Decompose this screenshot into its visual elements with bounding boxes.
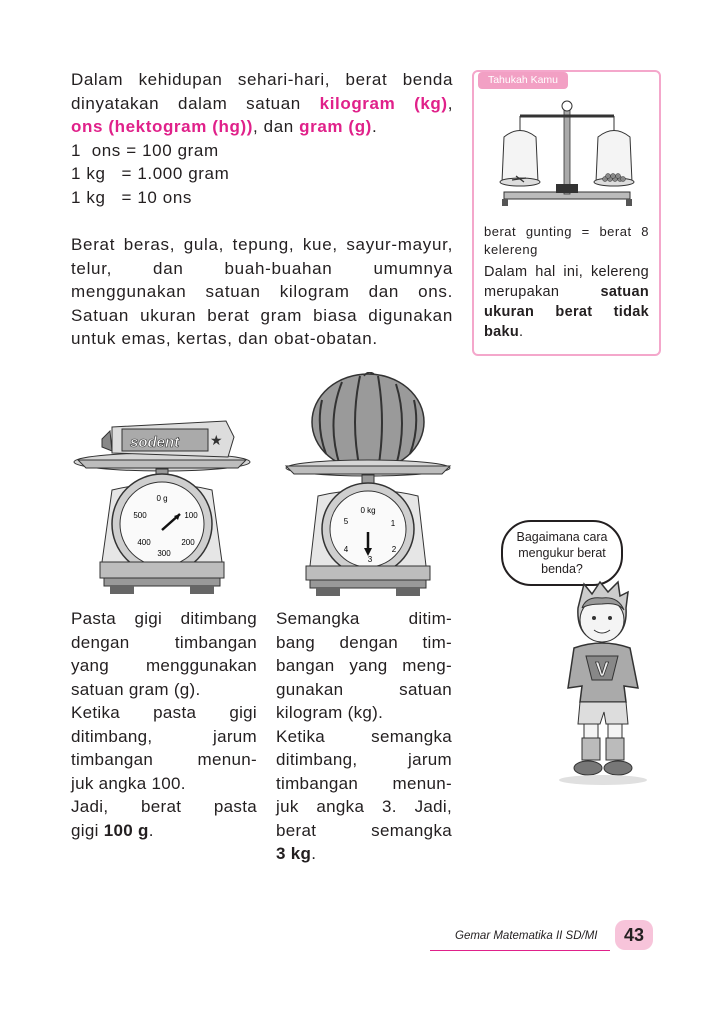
kg-scale-tick-1: 1: [390, 519, 396, 528]
tahukah-text-2: Dalam hal ini, kelereng merupakan satuan ukuran berat tidak baku.: [484, 264, 649, 340]
boy-illustration: [548, 578, 658, 790]
kg-scale-tick-5: 5: [343, 517, 349, 526]
ons-term: ons (hektogram (hg)): [71, 117, 253, 136]
kilogram-scale-illustration: [282, 372, 452, 597]
tahukah-text-1: berat gunting = berat 8 kelereng: [484, 224, 649, 257]
kg-scale-tick-0: 0 kg: [360, 506, 376, 515]
intro-line-3: ons (hektogram (hg)), dan gram (g).: [71, 117, 378, 136]
footer-line: [430, 950, 610, 951]
intro-line-2: dinyatakan dalam satuan kilogram (kg),: [71, 93, 454, 113]
intro-paragraph: [71, 68, 453, 209]
toothpaste-explanation: Pasta gigi ditimbang dengan timbangan yang menggunakan satuan gram (g). Ketika pasta gigi ditimbang, jarum timbangan menun- juk angka 100. Jadi, berat pasta gigi 100 g.: [71, 609, 257, 840]
intro-line-1: Dalam kehidupan sehari-hari, berat benda: [71, 70, 453, 89]
speech-bubble: Bagaimana cara mengukur berat benda?: [501, 520, 623, 586]
watermelon-icon: [312, 374, 424, 470]
gram-scale-tick-400: 400: [137, 538, 151, 547]
watermelon-weight: 3 kg: [276, 844, 312, 863]
gram-scale-tick-0: 0 g: [156, 494, 168, 503]
toothpaste-weight: 100 g: [103, 820, 149, 840]
balance-scale-illustration: [490, 92, 645, 217]
conversion-2: 1 kg = 1.000 gram: [71, 164, 230, 183]
units-usage-paragraph: Berat beras, gula, tepung, kue, sayur-mayur, telur, dan buah-buahan umumnya menggunakan satuan kilogram dan ons. Satuan ukuran berat gram biasa digunakan untuk emas, kertas, dan obat-obatan.: [71, 235, 453, 348]
page-number: 43: [615, 920, 653, 950]
conversion-3: 1 kg = 10 ons: [71, 187, 192, 207]
gram-scale-tick-300: 300: [157, 549, 171, 558]
gram-scale-tick-500: 500: [133, 511, 147, 520]
kg-scale-tick-3: 3: [367, 555, 373, 564]
watermelon-explanation: Semangka ditim- bang dengan tim- bangan yang meng- gunakan satuan kilogram (kg). Ketika semangka ditimbang, jarum timbangan menun- juk angka 3. Jadi, berat semangka 3 kg.: [276, 609, 452, 863]
star-icon: ★: [210, 432, 223, 448]
gram-scale-tick-100: 100: [184, 511, 198, 520]
kg-scale-tick-4: 4: [343, 545, 349, 554]
toothpaste-brand: sodent: [130, 434, 180, 451]
shirt-letter: V: [595, 659, 609, 681]
book-title: Gemar Matematika II SD/MI: [455, 930, 598, 942]
gram-term: gram (g): [299, 117, 372, 136]
gram-scale-tick-200: 200: [181, 538, 195, 547]
tahukah-kamu-tab: Tahukah Kamu: [478, 72, 568, 89]
kilogram-term: kilogram (kg): [319, 93, 448, 113]
conversion-1: 1 ons = 100 gram: [71, 140, 219, 160]
kg-scale-tick-2: 2: [391, 545, 397, 554]
toothpaste-illustration: [98, 417, 240, 459]
